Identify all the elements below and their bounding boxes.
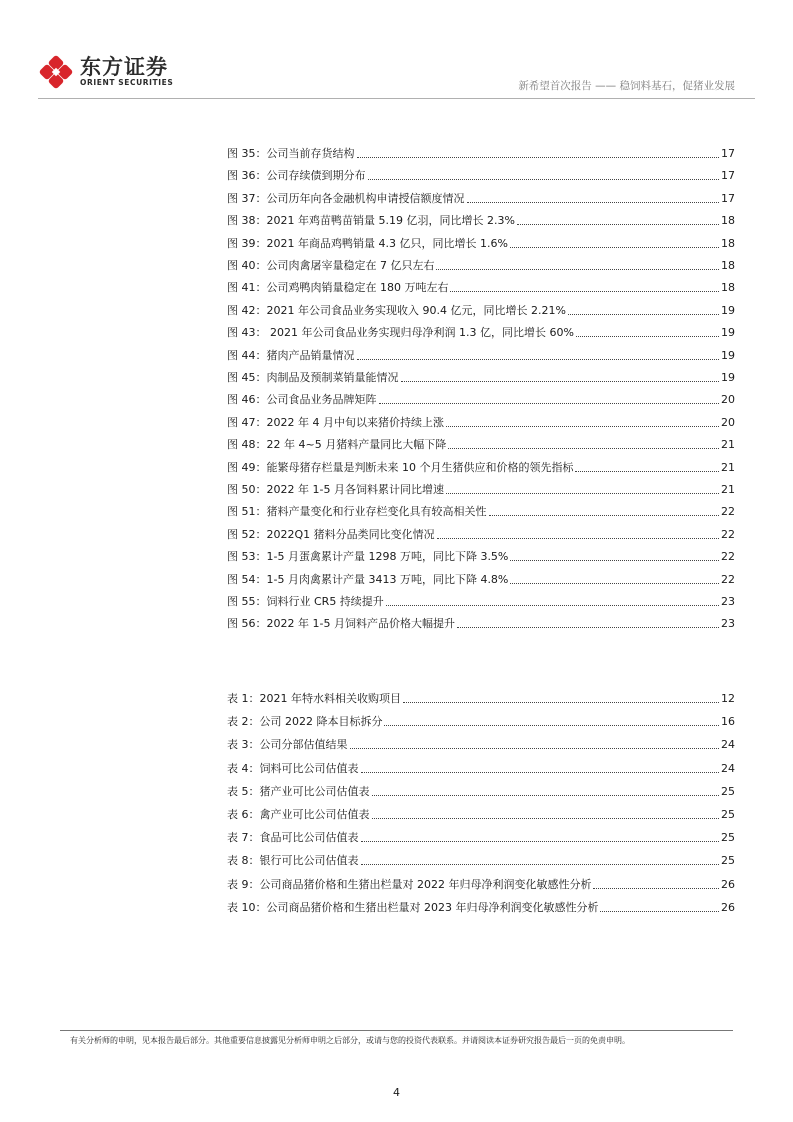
figure-toc-entry[interactable] xyxy=(227,414,735,430)
company-logo xyxy=(38,54,173,90)
dot-leader xyxy=(368,178,720,180)
dot-leader xyxy=(386,604,719,606)
dot-leader xyxy=(448,447,719,449)
figure-toc-entry[interactable] xyxy=(227,615,735,631)
toc-entry-label: 表 8：银行可比公司估值表 xyxy=(227,854,359,868)
dot-leader xyxy=(357,156,720,158)
toc-entry-page: 25 xyxy=(721,784,735,798)
dot-leader xyxy=(593,887,719,889)
dot-leader xyxy=(517,223,719,225)
dot-leader xyxy=(510,246,719,248)
toc-entry-page: 25 xyxy=(721,854,735,868)
toc-entry-label: 图 41：公司鸡鸭肉销量稳定在 180 万吨左右 xyxy=(227,281,449,295)
figure-toc-entry[interactable] xyxy=(227,212,735,228)
table-toc-entry[interactable] xyxy=(227,713,735,729)
logo-english-name: ORIENT SECURITIES xyxy=(80,78,174,87)
toc-entry-label: 图 48：22 年 4~5 月猪料产量同比大幅下降 xyxy=(227,438,447,452)
toc-entry-page: 22 xyxy=(721,572,735,586)
toc-entry-page: 12 xyxy=(721,692,735,705)
toc-entry-page: 21 xyxy=(721,438,735,452)
dot-leader xyxy=(372,794,720,796)
figure-toc-entry[interactable] xyxy=(227,391,735,407)
figure-toc-entry[interactable] xyxy=(227,324,735,340)
toc-entry-page: 24 xyxy=(721,761,735,775)
dot-leader xyxy=(489,514,720,516)
dot-leader xyxy=(361,771,720,773)
table-toc-entry[interactable] xyxy=(227,829,735,845)
figure-toc-entry[interactable] xyxy=(227,436,735,452)
dot-leader xyxy=(510,559,719,561)
toc-entry-label: 图 39：2021 年商品鸡鸭销量 4.3 亿只，同比增长 1.6% xyxy=(227,236,508,250)
figure-toc-entry[interactable] xyxy=(227,279,735,295)
dot-leader xyxy=(467,201,720,203)
toc-entry-page: 25 xyxy=(721,831,735,845)
toc-entry-page: 20 xyxy=(721,415,735,429)
dot-leader xyxy=(361,840,720,842)
table-toc-entry[interactable] xyxy=(227,876,735,892)
dot-leader xyxy=(450,290,719,292)
dot-leader xyxy=(600,910,719,912)
toc-entry-page: 24 xyxy=(721,738,735,752)
toc-entry-page: 17 xyxy=(721,169,735,183)
dot-leader xyxy=(575,470,719,472)
toc-entry-label: 图 46：公司食品业务品牌矩阵 xyxy=(227,393,377,407)
toc-entry-label: 图 51：猪料产量变化和行业存栏变化具有较高相关性 xyxy=(227,505,487,519)
toc-entry-page: 25 xyxy=(721,808,735,821)
figure-toc-entry[interactable] xyxy=(227,235,735,251)
disclaimer-text: 有关分析师的申明，见本报告最后部分。其他重要信息披露见分析师申明之后部分，或请与您的投资代表联系。并请阅读本证券研究报告最后一页的免责申明。 xyxy=(70,1036,630,1045)
figure-toc-entry[interactable] xyxy=(227,347,735,363)
dot-leader xyxy=(361,863,720,865)
toc-entry-label: 图 52：2022Q1 猪料分品类同比变化情况 xyxy=(227,527,435,541)
table-toc-entry[interactable] xyxy=(227,852,735,868)
figure-toc-entry[interactable] xyxy=(227,145,735,161)
toc-entry-label: 图 37：公司历年向各金融机构申请授信额度情况 xyxy=(227,191,465,205)
figure-toc-entry[interactable] xyxy=(227,593,735,609)
figure-toc-entry[interactable] xyxy=(227,190,735,206)
toc-entry-label: 图 38：2021 年鸡苗鸭苗销量 5.19 亿羽，同比增长 2.3% xyxy=(227,214,515,228)
toc-entry-page: 21 xyxy=(721,460,735,474)
dot-leader xyxy=(403,701,719,703)
toc-entry-page: 22 xyxy=(721,505,735,519)
toc-entry-page: 23 xyxy=(721,595,735,608)
toc-entry-label: 表 1：2021 年特水料相关收购项目 xyxy=(227,692,401,705)
toc-entry-page: 21 xyxy=(721,483,735,496)
toc-entry-label: 图 35：公司当前存货结构 xyxy=(227,147,355,160)
dot-leader xyxy=(576,335,719,337)
toc-entry-page: 17 xyxy=(721,191,735,205)
toc-entry-page: 19 xyxy=(721,303,735,317)
toc-entry-page: 19 xyxy=(721,371,735,384)
figure-toc-entry[interactable] xyxy=(227,167,735,183)
toc-entry-label: 图 45：肉制品及预制菜销量能情况 xyxy=(227,371,399,384)
toc-entry-label: 表 3：公司分部估值结果 xyxy=(227,738,348,752)
toc-entry-label: 表 10：公司商品猪价格和生猪出栏量对 2023 年归母净利润变化敏感性分析 xyxy=(227,900,599,914)
toc-entry-label: 图 40：公司肉禽屠宰量稳定在 7 亿只左右 xyxy=(227,259,435,272)
page-number: 4 xyxy=(393,1086,400,1099)
toc-entry-page: 18 xyxy=(721,259,735,272)
toc-entry-page: 26 xyxy=(721,877,735,891)
toc-entry-label: 图 49：能繁母猪存栏量是判断未来 10 个月生猪供应和价格的领先指标 xyxy=(227,460,574,474)
table-toc-entry[interactable] xyxy=(227,736,735,752)
toc-entry-page: 17 xyxy=(721,147,735,160)
dot-leader xyxy=(446,425,719,427)
report-title: 新希望首次报告 —— 稳饲料基石，促猪业发展 xyxy=(518,80,735,92)
dot-leader xyxy=(568,313,719,315)
logo-chinese-name: 东方证券 xyxy=(80,55,168,79)
figure-toc-entry[interactable] xyxy=(227,302,735,318)
orient-logo-icon xyxy=(38,54,74,90)
toc-entry-label: 表 5：猪产业可比公司估值表 xyxy=(227,784,370,798)
toc-entry-page: 22 xyxy=(721,550,735,564)
figure-toc-entry[interactable] xyxy=(227,571,735,587)
figure-toc-entry[interactable] xyxy=(227,503,735,519)
dot-leader xyxy=(436,268,719,270)
table-toc-entry[interactable] xyxy=(227,806,735,822)
toc-entry-label: 图 53：1-5 月蛋禽累计产量 1298 万吨，同比下降 3.5% xyxy=(227,550,509,564)
dot-leader xyxy=(446,492,719,494)
toc-entry-label: 图 42：2021 年公司食品业务实现收入 90.4 亿元，同比增长 2.21% xyxy=(227,303,566,317)
toc-entry-page: 18 xyxy=(721,214,735,228)
figure-toc-entry[interactable] xyxy=(227,459,735,475)
dot-leader xyxy=(372,817,720,819)
figure-toc-entry[interactable] xyxy=(227,481,735,497)
header-divider xyxy=(38,98,755,99)
toc-entry-page: 18 xyxy=(721,281,735,295)
toc-entry-page: 19 xyxy=(721,326,735,340)
toc-entry-page: 18 xyxy=(721,236,735,250)
dot-leader xyxy=(401,380,720,382)
toc-entry-page: 22 xyxy=(721,527,735,541)
toc-entry-label: 表 6：禽产业可比公司估值表 xyxy=(227,808,370,821)
toc-entry-label: 图 50：2022 年 1-5 月各饲料累计同比增速 xyxy=(227,483,444,496)
dot-leader xyxy=(384,724,719,726)
table-toc-entry[interactable] xyxy=(227,899,735,915)
toc-entry-label: 图 56：2022 年 1-5 月饲料产品价格大幅提升 xyxy=(227,617,455,631)
figure-toc-entry[interactable] xyxy=(227,257,735,273)
dot-leader xyxy=(457,626,719,628)
toc-entry-page: 16 xyxy=(721,715,735,729)
toc-entry-label: 表 4：饲料可比公司估值表 xyxy=(227,761,359,775)
dot-leader xyxy=(510,582,719,584)
figure-toc-entry[interactable] xyxy=(227,369,735,385)
toc-entry-label: 表 9：公司商品猪价格和生猪出栏量对 2022 年归母净利润变化敏感性分析 xyxy=(227,877,592,891)
table-toc-entry[interactable] xyxy=(227,783,735,799)
toc-entry-label: 图 55：饲料行业 CR5 持续提升 xyxy=(227,595,384,608)
toc-entry-label: 表 2：公司 2022 降本目标拆分 xyxy=(227,715,383,729)
dot-leader xyxy=(437,537,719,539)
toc-entry-page: 23 xyxy=(721,617,735,631)
toc-entry-page: 19 xyxy=(721,348,735,362)
dot-leader xyxy=(379,402,720,404)
toc-entry-label: 表 7：食品可比公司估值表 xyxy=(227,831,359,845)
table-toc-entry[interactable] xyxy=(227,690,735,706)
table-toc-entry[interactable] xyxy=(227,760,735,776)
figure-toc-entry[interactable] xyxy=(227,548,735,564)
dot-leader xyxy=(350,747,720,749)
dot-leader xyxy=(357,358,720,360)
figure-toc-entry[interactable] xyxy=(227,526,735,542)
toc-entry-page: 26 xyxy=(721,900,735,914)
toc-entry-label: 图 43： 2021 年公司食品业务实现归母净利润 1.3 亿，同比增长 60% xyxy=(227,326,574,340)
toc-entry-page: 20 xyxy=(721,393,735,407)
toc-entry-label: 图 47：2022 年 4 月中旬以来猪价持续上涨 xyxy=(227,415,444,429)
toc-entry-label: 图 44：猪肉产品销量情况 xyxy=(227,348,355,362)
toc-entry-label: 图 36：公司存续债到期分布 xyxy=(227,169,366,183)
page-header xyxy=(0,0,793,100)
footer-divider xyxy=(60,1030,733,1031)
toc-entry-label: 图 54：1-5 月肉禽累计产量 3413 万吨，同比下降 4.8% xyxy=(227,572,509,586)
